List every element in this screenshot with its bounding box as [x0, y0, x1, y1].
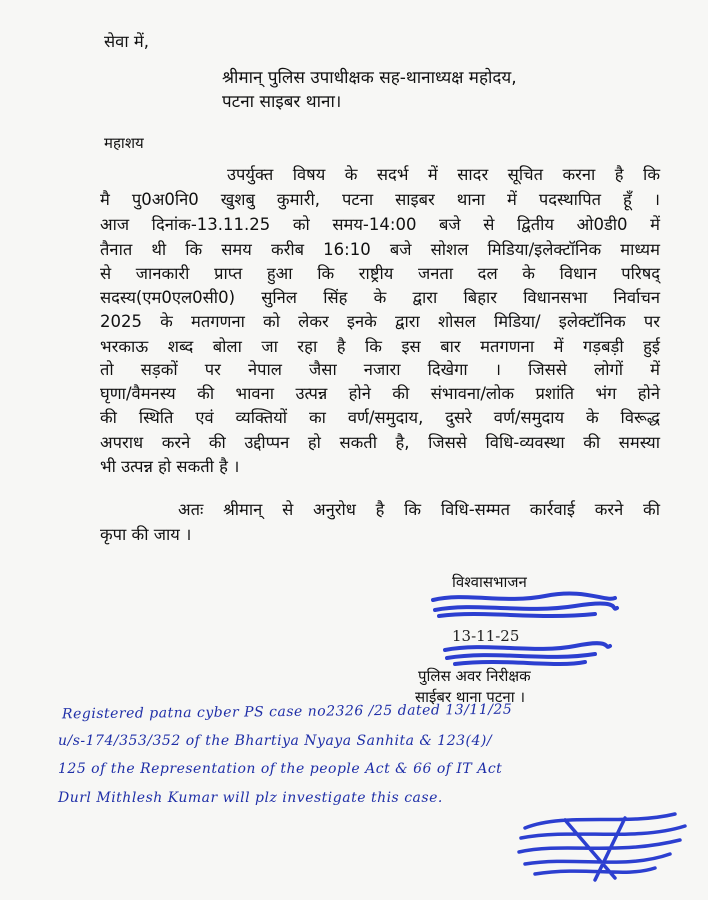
- body-line: भरकाऊ शब्द बोला जा रहा है कि इस बार मतगणना में गड़बड़ी हुई: [100, 337, 660, 356]
- endorsement-line: Durl Mithlesh Kumar will plz investigate this case.: [58, 790, 443, 806]
- addressee-line-1: श्रीमान् पुलिस उपाधीक्षक सह-थानाध्यक्ष महोदय,: [222, 68, 517, 88]
- endorsement-line: 125 of the Representation of the people Act & 66 of IT Act: [58, 761, 503, 777]
- body-line: अपराध करने की उद्दीप्पन हो सकती है, जिससे विधि-व्यवस्था की समस्या: [100, 433, 660, 452]
- request-line: अतः श्रीमान् से अनुरोध है कि विधि-सम्मत कार्रवाई करने की: [178, 500, 660, 519]
- body-line: घृणा/वैमनस्य की भावना उत्पन्न होने की संभावना/लोक प्रशांति भंग होने: [100, 384, 660, 403]
- endorsement-line: Registered patna cyber PS case no2326 /25 dated 13/11/25: [61, 701, 513, 723]
- body-line: तैनात थी कि समय करीब 16:10 बजे सोशल मिडिया/इलेक्टॉनिक माध्यम: [100, 240, 660, 259]
- officer-signature-scribble: [505, 808, 695, 886]
- body-line: तो सड़कों पर नेपाल जैसा नजारा दिखेगा । जिससे लोगों में: [100, 360, 660, 379]
- body-line: उपर्युक्त विषय के सदर्भ में सादर सूचित करना है कि: [227, 165, 660, 184]
- request-line: कृपा की जाय ।: [100, 525, 192, 544]
- body-line: आज दिनांक-13.11.25 को समय-14:00 बजे से द्वितीय ओ0डी0 में: [100, 215, 660, 234]
- signature-date: 13-11-25: [452, 627, 520, 645]
- body-line: भी उत्पन्न हो सकती है ।: [100, 457, 240, 476]
- body-line: की स्थिति एवं व्यक्तियों का वर्ण/समुदाय, दुसरे वर्ण/समुदाय के विरूद्ध: [100, 408, 660, 427]
- body-line: 2025 के मतगणना को लेकर इनके द्वारा शोसल मिडिया/ इलेक्टॉनिक पर: [100, 312, 660, 331]
- designation: पुलिस अवर निरीक्षक: [418, 667, 531, 685]
- endorsement-line: u/s-174/353/352 of the Bhartiya Nyaya Sanhita & 123(4)/: [58, 733, 493, 749]
- body-line: से जानकारी प्राप्त हुआ कि राष्ट्रीय जनता दल के विधान परिषद्: [100, 264, 660, 283]
- salutation: सेवा में,: [104, 32, 149, 51]
- greeting: महाशय: [104, 134, 144, 152]
- body-line: मै पु0अ0नि0 खुशबु कुमारी, पटना साइबर थाना में पदस्थापित हूँ ।: [100, 190, 660, 209]
- closing: विश्वासभाजन: [452, 573, 527, 591]
- office: साईबर थाना पटना ।: [415, 688, 526, 706]
- body-line: सदस्य(एम0एल0सी0) सुनिल सिंह के द्वारा बिहार विधानसभा निर्वाचन: [100, 288, 660, 307]
- addressee-line-2: पटना साइबर थाना।: [222, 92, 342, 112]
